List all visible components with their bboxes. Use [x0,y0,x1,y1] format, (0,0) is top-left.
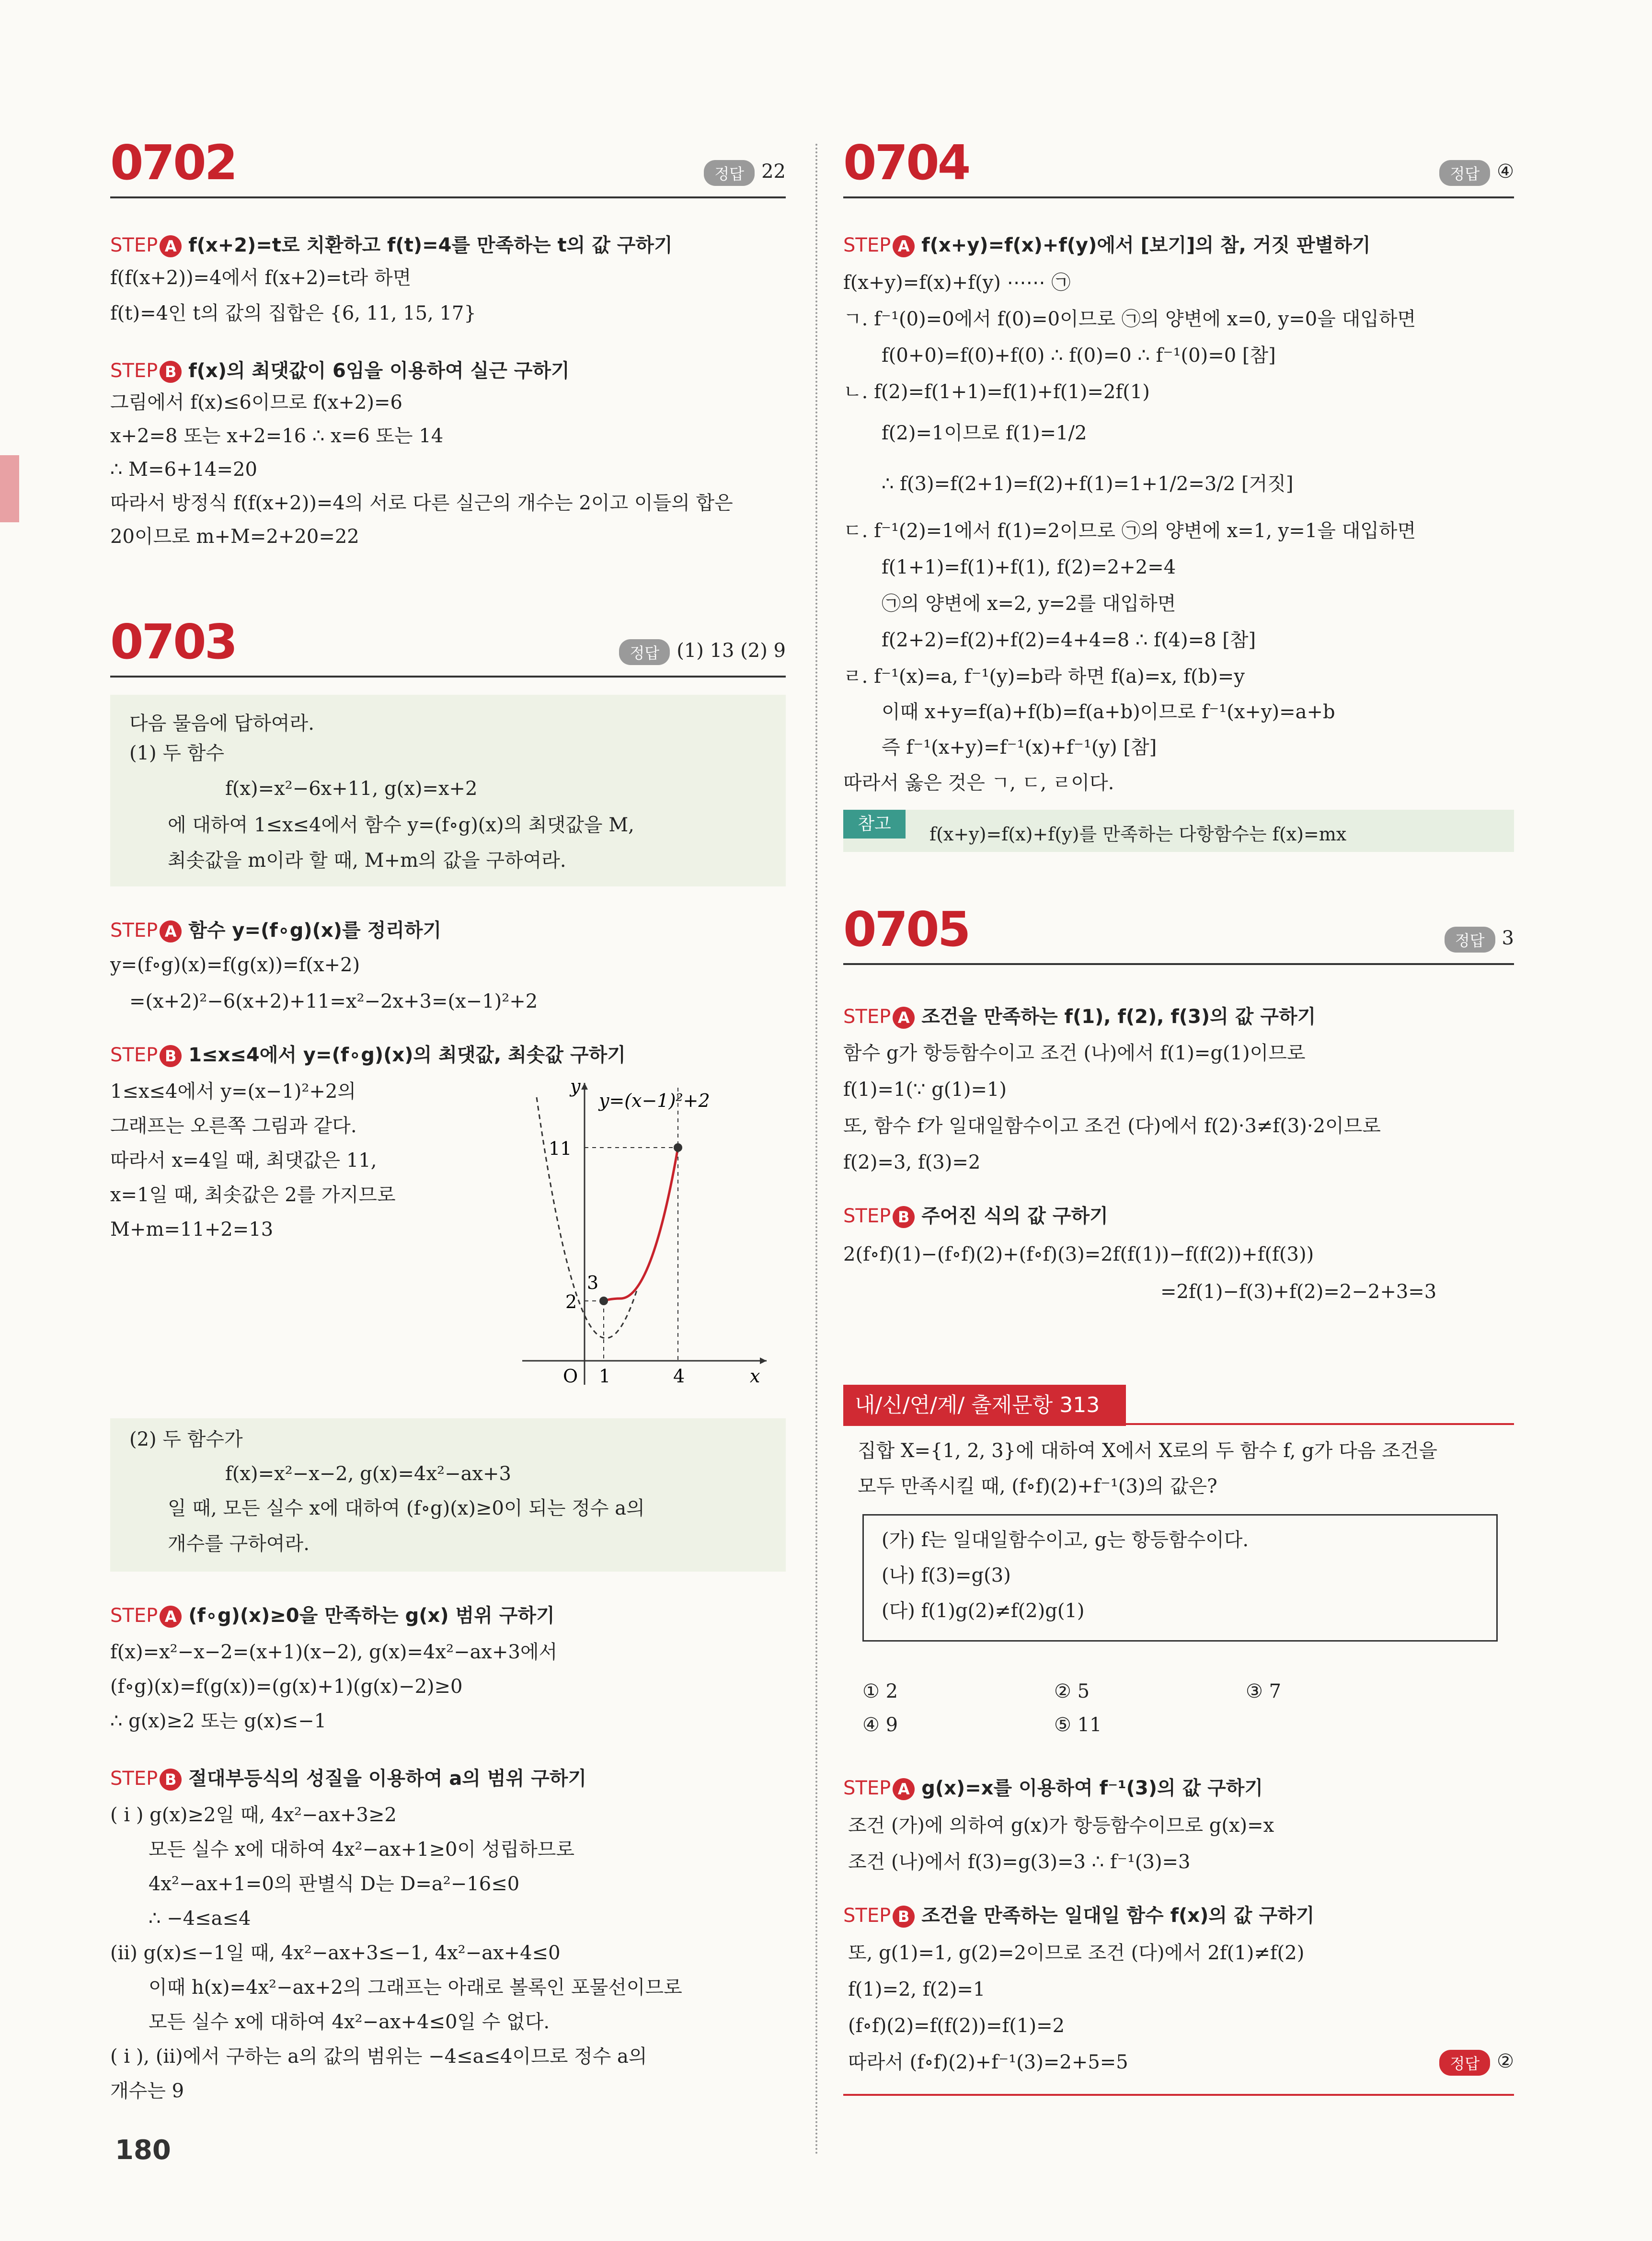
problem-number: 0702 [110,135,236,191]
choice-option[interactable]: ② 5 [1054,1680,1090,1702]
step-heading [110,1600,555,1628]
answer-label [1445,927,1514,953]
function-label: y=(x−1)²+2 [599,1090,710,1111]
solution-line: f(1+1)=f(1)+f(1), f(2)=2+2=4 [882,556,1176,578]
step-tag: STEP [110,919,158,942]
problem-number: 0705 [843,901,969,957]
solution-line: =(x+2)²−6(x+2)+11=x²−2x+3=(x−1)²+2 [129,990,538,1012]
tick-y11: 11 [549,1138,572,1159]
step-letter: B [160,1045,182,1067]
solution-line: 20이므로 m+M=2+20=22 [110,526,359,548]
step-letter: B [893,1206,915,1228]
question-line: f(x)=x²−6x+11, g(x)=x+2 [225,778,478,800]
note-box [843,810,1514,852]
solution-line: ∴ M=6+14=20 [110,459,257,481]
solution-line: ∴ g(x)≥2 또는 g(x)≤−1 [110,1710,327,1732]
answer-badge: 정답 [619,639,670,665]
solution-line: ㄹ. f⁻¹(x)=a, f⁻¹(y)=b라 하면 f(a)=x, f(b)=y [843,666,1245,688]
choice-option[interactable]: ① 2 [862,1680,898,1702]
answer-value: (1) 13 (2) 9 [677,640,786,662]
solution-line: 함수 g가 항등함수이고 조건 (나)에서 f(1)=g(1)이므로 [843,1042,1306,1064]
parabola-left-dashed [537,1097,637,1338]
solution-line: =2f(1)−f(3)+f(2)=2−2+3=3 [1160,1281,1437,1303]
max-point [674,1143,682,1152]
question-line: (1) 두 함수 [129,742,225,764]
solution-line: 따라서 방정식 f(f(x+2))=4의 서로 다른 실근의 개수는 2이고 이들의 합은 [110,492,733,514]
step-heading [110,1763,586,1791]
solution-line: 즉 f⁻¹(x+y)=f⁻¹(x)+f⁻¹(y) [참] [882,736,1157,758]
step-heading [110,1040,626,1067]
step-title: g(x)=x를 이용하여 f⁻¹(3)의 값 구하기 [921,1777,1263,1799]
solution-line: 모든 실수 x에 대하여 4x²−ax+4≤0일 수 없다. [149,2011,550,2033]
choice-option[interactable]: ⑤ 11 [1054,1714,1102,1736]
tick-x4: 4 [673,1366,685,1387]
answer-badge: 정답 [1439,160,1490,186]
answer-label [619,639,786,665]
solution-line: 2(f∘f)(1)−(f∘f)(2)+(f∘f)(3)=2f(f(1))−f(f(2))+f(f(3)) [843,1243,1314,1265]
step-heading [110,230,673,257]
solution-line: f(t)=4인 t의 값의 집합은 {6, 11, 15, 17} [110,302,476,324]
choice-option[interactable]: ③ 7 [1246,1680,1282,1702]
solution-line: f(x+y)=f(x)+f(y) ⋯⋯ ㉠ [843,272,1071,294]
step-title: f(x+2)=t로 치환하고 f(t)=4를 만족하는 t의 값 구하기 [188,234,673,256]
problem-header-0705 [843,901,1514,965]
step-heading [843,1201,1108,1228]
step-letter: A [160,1606,182,1628]
solution-line: f(2)=1이므로 f(1)=1/2 [882,422,1087,444]
column-divider [815,144,817,2156]
y-axis-label: y [570,1076,581,1097]
parabola-curve [604,1148,678,1301]
question-line: 최솟값을 m이라 할 때, M+m의 값을 구하여라. [168,850,566,872]
solution-line: 그림에서 f(x)≤6이므로 f(x+2)=6 [110,391,402,414]
step-tag: STEP [843,1905,891,1927]
question-line: 일 때, 모든 실수 x에 대하여 (f∘g)(x)≥0이 되는 정수 a의 [168,1497,645,1519]
problem-header-0703 [110,614,786,678]
solution-line: 이때 h(x)=4x²−ax+2의 그래프는 아래로 볼록인 포물선이므로 [149,1977,682,1999]
origin-label: O [563,1366,578,1387]
question-line: 개수를 구하여라. [168,1533,310,1555]
solution-line: ㄴ. f(2)=f(1+1)=f(1)+f(1)=2f(1) [843,381,1150,403]
solution-line: ㄱ. f⁻¹(0)=0에서 f(0)=0이므로 ㉠의 양변에 x=0, y=0을 대입하면 [843,308,1416,330]
step-letter: A [160,235,182,257]
parabola-graph [508,1073,776,1390]
question-line: (2) 두 함수가 [129,1428,243,1450]
step-tag: STEP [110,1044,158,1066]
question-line: 집합 X={1, 2, 3}에 대하여 X에서 X로의 두 함수 f, g가 다음 조건을 [858,1440,1438,1462]
solution-line: 따라서 옳은 것은 ㄱ, ㄷ, ㄹ이다. [843,772,1114,794]
step-heading [843,1773,1263,1800]
solution-line: ( i ), (ii)에서 구하는 a의 값의 범위는 −4≤a≤4이므로 정수 a의 [110,2046,647,2068]
step-tag: STEP [110,234,158,256]
step-heading [110,915,441,942]
step-title: f(x+y)=f(x)+f(y)에서 [보기]의 참, 거짓 판별하기 [921,234,1371,256]
solution-line: f(2+2)=f(2)+f(2)=4+4=8 ∴ f(4)=8 [참] [882,629,1256,651]
step-letter: A [893,235,915,257]
choice-option[interactable]: ④ 9 [862,1714,898,1736]
step-title: 조건을 만족하는 f(1), f(2), f(3)의 값 구하기 [921,1006,1316,1028]
step-tag: STEP [843,1777,891,1799]
tick-x1: 1 [599,1366,611,1387]
section-end-rule [843,2094,1514,2096]
solution-line: f(1)=1(∵ g(1)=1) [843,1079,1007,1101]
problem-number: 0704 [843,135,969,191]
solution-line: f(0+0)=f(0)+f(0) ∴ f(0)=0 ∴ f⁻¹(0)=0 [참] [882,345,1276,367]
condition-line: (나) f(3)=g(3) [882,1564,1011,1586]
note-text: f(x+y)=f(x)+f(y)를 만족하는 다항함수는 f(x)=mx [929,824,1347,845]
solution-line: 1≤x≤4에서 y=(x−1)²+2의 [110,1080,356,1103]
solution-line: (f∘g)(x)=f(g(x))=(g(x)+1)(g(x)−2)≥0 [110,1676,463,1698]
solution-line: 모든 실수 x에 대하여 4x²−ax+1≥0이 성립하므로 [149,1839,574,1861]
solution-line: 조건 (나)에서 f(3)=g(3)=3 ∴ f⁻¹(3)=3 [848,1851,1191,1873]
step-heading [110,356,570,383]
solution-line: 조건 (가)에 의하여 g(x)가 항등함수이므로 g(x)=x [848,1815,1274,1837]
step-letter: B [893,1906,915,1928]
solution-line: ( i ) g(x)≥2일 때, 4x²−ax+3≥2 [110,1804,397,1826]
solution-line: ∴ −4≤a≤4 [149,1908,251,1930]
condition-line: (다) f(1)g(2)≠f(2)g(1) [882,1600,1085,1622]
step-heading [843,1001,1316,1029]
solution-line: f(1)=2, f(2)=1 [848,1978,986,2000]
solution-line: ㉠의 양변에 x=2, y=2를 대입하면 [882,593,1176,615]
problem-header-0704 [843,135,1514,198]
problem-header-0702 [110,135,786,198]
question-line: 모두 만족시킬 때, (f∘f)(2)+f⁻¹(3)의 값은? [858,1475,1217,1497]
answer-label [1439,160,1514,186]
solution-line: 4x²−ax+1=0의 판별식 D는 D=a²−16≤0 [149,1873,520,1895]
y-axis-arrow [581,1083,588,1090]
solution-line: 또, 함수 f가 일대일함수이고 조건 (다)에서 f(2)·3≠f(3)·2이므로 [843,1115,1381,1137]
side-tab [0,455,19,522]
note-label: 참고 [843,810,906,839]
solution-line: 또, g(1)=1, g(2)=2이므로 조건 (다)에서 2f(1)≠f(2) [848,1942,1305,1964]
solution-line: 개수는 9 [110,2080,184,2102]
solution-line: x=1일 때, 최솟값은 2를 가지므로 [110,1184,396,1206]
page-number: 180 [115,2135,171,2166]
step-title: 1≤x≤4에서 y=(f∘g)(x)의 최댓값, 최솟값 구하기 [188,1044,626,1066]
related-answer [1439,2050,1514,2076]
step-title: 절대부등식의 성질을 이용하여 a의 범위 구하기 [188,1768,586,1790]
solution-line: (ii) g(x)≤−1일 때, 4x²−ax+3≤−1, 4x²−ax+4≤0 [110,1942,561,1964]
step-heading [843,230,1371,257]
step-title: (f∘g)(x)≥0을 만족하는 g(x) 범위 구하기 [188,1605,555,1627]
condition-line: (가) f는 일대일함수이고, g는 항등함수이다. [882,1529,1249,1551]
solution-line: 따라서 (f∘f)(2)+f⁻¹(3)=2+5=5 [848,2051,1128,2073]
step-letter: B [160,1769,182,1791]
related-problem-banner: 내/신/연/계/ 출제문항 313 [843,1385,1126,1426]
answer-value: ④ [1497,161,1514,183]
step-heading [843,1900,1314,1928]
step-title: 함수 y=(f∘g)(x)를 정리하기 [188,919,442,942]
step-tag: STEP [110,1605,158,1627]
min-point [599,1297,608,1305]
problem-number: 0703 [110,614,236,670]
tick-y2: 2 [565,1291,577,1312]
answer-value: 22 [761,161,786,183]
solution-line: 이때 x+y=f(a)+f(b)=f(a+b)이므로 f⁻¹(x+y)=a+b [882,701,1335,723]
solution-line: f(f(x+2))=4에서 f(x+2)=t라 하면 [110,267,412,289]
step-tag: STEP [843,234,891,256]
answer-label [704,160,786,186]
solution-line: 그래프는 오른쪽 그림과 같다. [110,1115,357,1137]
question-line: 에 대하여 1≤x≤4에서 함수 y=(f∘g)(x)의 최댓값을 M, [168,814,634,836]
step-letter: A [160,920,182,942]
question-line: 다음 물음에 답하여라. [129,713,314,735]
answer-badge: 정답 [704,160,755,186]
solution-line: f(x)=x²−x−2=(x+1)(x−2), g(x)=4x²−ax+3에서 [110,1641,558,1663]
solution-line: ㄷ. f⁻¹(2)=1에서 f(1)=2이므로 ㉠의 양변에 x=1, y=1을 대입하면 [843,520,1416,542]
solution-line: (f∘f)(2)=f(f(2))=f(1)=2 [848,2015,1065,2037]
answer-value: 3 [1502,927,1514,949]
solution-line: 따라서 x=4일 때, 최댓값은 11, [110,1149,377,1172]
step-title: 주어진 식의 값 구하기 [921,1205,1108,1227]
x-axis-arrow [760,1357,767,1364]
answer-badge: 정답 [1439,2050,1490,2076]
step-letter: A [893,1778,915,1800]
solution-line: ∴ f(3)=f(2+1)=f(2)+f(1)=1+1/2=3/2 [거짓] [882,473,1294,495]
tick-y3: 3 [587,1272,599,1293]
step-letter: B [160,361,182,383]
x-axis-label: x [750,1366,760,1387]
solution-line: x+2=8 또는 x+2=16 ∴ x=6 또는 14 [110,425,444,447]
step-title: f(x)의 최댓값이 6임을 이용하여 실근 구하기 [188,360,570,382]
solution-line: M+m=11+2=13 [110,1218,274,1241]
solution-line: y=(f∘g)(x)=f(g(x))=f(x+2) [110,954,360,976]
step-tag: STEP [843,1006,891,1028]
step-tag: STEP [843,1205,891,1227]
question-line: f(x)=x²−x−2, g(x)=4x²−ax+3 [225,1463,511,1485]
step-letter: A [893,1007,915,1029]
answer-badge: 정답 [1445,927,1495,953]
step-title: 조건을 만족하는 일대일 함수 f(x)의 값 구하기 [921,1905,1315,1927]
step-tag: STEP [110,360,158,382]
solution-line: f(2)=3, f(3)=2 [843,1151,981,1173]
answer-value: ② [1497,2050,1514,2072]
step-tag: STEP [110,1768,158,1790]
